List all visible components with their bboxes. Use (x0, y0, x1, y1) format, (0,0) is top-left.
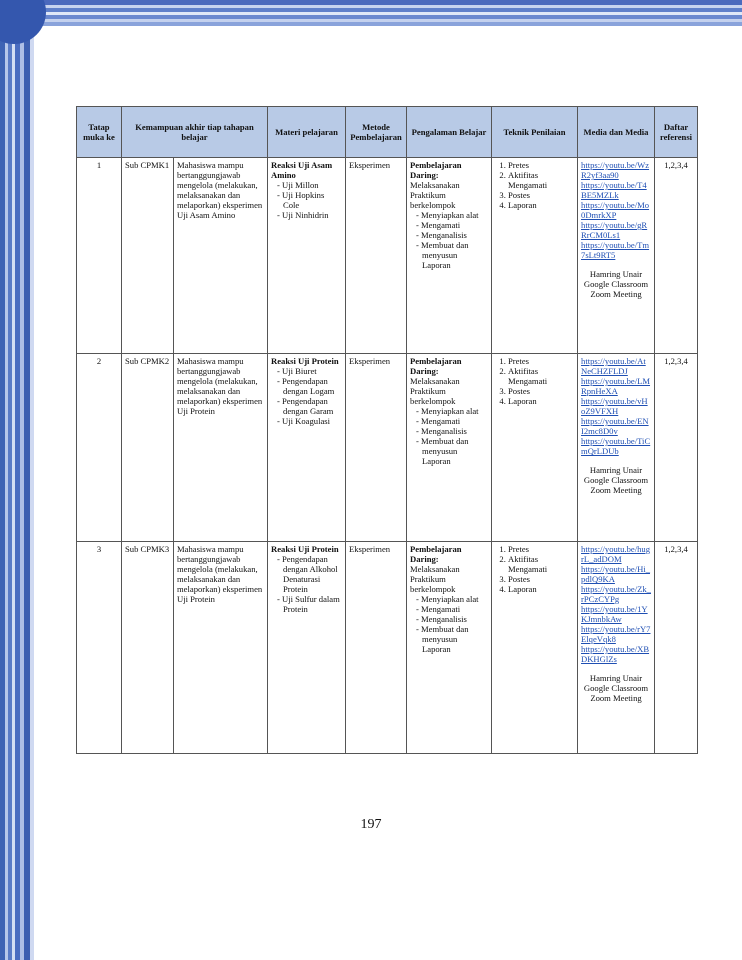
video-link[interactable]: https://youtu.be/hugrL_adDOM (581, 544, 651, 564)
list-item: 3. Postes (508, 574, 574, 584)
video-link[interactable]: https://youtu.be/XBDKHGlZs (581, 644, 650, 664)
corner-ornament (0, 0, 46, 44)
materi-cell (268, 158, 346, 354)
metode-cell (346, 542, 407, 754)
top-decorative-bar (0, 0, 742, 26)
materi-list (271, 554, 342, 614)
pengalaman-title: Pembelajaran Daring: (410, 544, 462, 564)
table-row (77, 354, 698, 542)
list-item: 1. Pretes (508, 544, 574, 554)
week-cell (77, 354, 122, 542)
sub-cpmk-label: Sub CPMK1 (125, 160, 170, 170)
list-item: 1. Pretes (508, 356, 574, 366)
list-item: 4. Laporan (508, 584, 574, 594)
kemampuan-text: Mahasiswa mampu bertanggungjawab mengelola (melakukan, melaksanakan dan melaporkan) eksperimen Uji Protein (177, 356, 263, 416)
list-item: - Menyiapkan alat (416, 210, 488, 220)
video-link[interactable]: https://youtu.be/ENI2mc8D0v (581, 416, 649, 436)
pengalaman-intro: Melaksanakan Praktikum berkelompok (410, 564, 460, 594)
media-cell (578, 158, 655, 354)
video-link[interactable]: https://youtu.be/vHoZ9VFXH (581, 396, 648, 416)
list-item: - Mengamati (416, 416, 488, 426)
header-referensi: Daftar referensi (655, 107, 698, 158)
materi-title: Reaksi Uji Protein (271, 356, 339, 366)
metode-cell (346, 158, 407, 354)
week-number: 2 (96, 356, 102, 366)
list-item: - Mengamati (416, 220, 488, 230)
list-item: - Uji Biuret (277, 366, 342, 376)
list-item: 2. Aktifitas Mengamati (508, 366, 574, 386)
week-number: 3 (96, 544, 102, 554)
media-links (581, 356, 651, 456)
video-link[interactable]: https://youtu.be/gRRrCM0Ls1 (581, 220, 648, 240)
referensi-cell (655, 158, 698, 354)
list-item: - Uji Koagulasi (277, 416, 342, 426)
table-row (77, 542, 698, 754)
list-item: - Pengendapan dengan Logam (277, 376, 342, 396)
sub-cpmk-label: Sub CPMK3 (125, 544, 170, 554)
materi-cell (268, 354, 346, 542)
video-link[interactable]: https://youtu.be/AtNeCHZFLDJ (581, 356, 646, 376)
materi-list (271, 366, 342, 426)
header-teknik: Teknik Penilaian (492, 107, 578, 158)
list-item: - Membuat dan menyusun Laporan (416, 624, 488, 654)
list-item: - Membuat dan menyusun Laporan (416, 240, 488, 270)
list-item: - Pengendapan dengan Alkohol Denaturasi Protein (277, 554, 342, 594)
media-cell (578, 354, 655, 542)
pengalaman-cell (407, 542, 492, 754)
header-week: Tatap muka ke (77, 107, 122, 158)
pengalaman-cell (407, 158, 492, 354)
sub-cpmk-cell (122, 158, 174, 354)
header-media: Media dan Media (578, 107, 655, 158)
list-item: - Membuat dan menyusun Laporan (416, 436, 488, 466)
pengalaman-intro: Melaksanakan Praktikum berkelompok (410, 180, 460, 210)
list-item: - Menyiapkan alat (416, 594, 488, 604)
pengalaman-list (410, 594, 488, 654)
video-link[interactable]: https://youtu.be/T4BE5MZLk (581, 180, 647, 200)
header-materi: Materi pelajaran (268, 107, 346, 158)
kemampuan-cell (174, 354, 268, 542)
list-item: - Mengamati (416, 604, 488, 614)
pengalaman-title: Pembelajaran Daring: (410, 356, 462, 376)
table-body (77, 158, 698, 754)
list-item: 3. Postes (508, 190, 574, 200)
metode-text: Eksperimen (349, 356, 391, 366)
video-link[interactable]: https://youtu.be/Tm7sLt9RT5 (581, 240, 650, 260)
rps-table-container (76, 106, 697, 754)
media-links (581, 160, 651, 260)
video-link[interactable]: https://youtu.be/WzR2yf3aa90 (581, 160, 650, 180)
teknik-cell (492, 354, 578, 542)
materi-title: Reaksi Uji Protein (271, 544, 339, 554)
list-item: - Menyiapkan alat (416, 406, 488, 416)
list-item: 2. Aktifitas Mengamati (508, 170, 574, 190)
header-pengalaman: Pengalaman Belajar (407, 107, 492, 158)
kemampuan-cell (174, 542, 268, 754)
teknik-list (495, 356, 574, 406)
sub-cpmk-cell (122, 542, 174, 754)
list-item: 1. Pretes (508, 160, 574, 170)
media-cell (578, 542, 655, 754)
materi-cell (268, 542, 346, 754)
list-item: 2. Aktifitas Mengamati (508, 554, 574, 574)
metode-text: Eksperimen (349, 544, 391, 554)
list-item: - Uji Millon (277, 180, 342, 190)
materi-title: Reaksi Uji Asam Amino (271, 160, 333, 180)
video-link[interactable]: https://youtu.be/Zk_rPCzCYPg (581, 584, 651, 604)
list-item: 4. Laporan (508, 396, 574, 406)
page-number: 197 (360, 817, 382, 832)
table-row (77, 158, 698, 354)
video-link[interactable]: https://youtu.be/Hi_pdlQ9KA (581, 564, 651, 584)
media-note: Hamring Unair Google Classroom Zoom Meeting (583, 269, 649, 299)
materi-list (271, 180, 342, 220)
list-item: - Menganalisis (416, 426, 488, 436)
week-number: 1 (96, 160, 102, 170)
pengalaman-title: Pembelajaran Daring: (410, 160, 462, 180)
teknik-cell (492, 158, 578, 354)
pengalaman-list (410, 210, 488, 270)
video-link[interactable]: https://youtu.be/TiCmQrLDUb (581, 436, 651, 456)
referensi-cell (655, 542, 698, 754)
week-cell (77, 542, 122, 754)
teknik-cell (492, 542, 578, 754)
metode-cell (346, 354, 407, 542)
kemampuan-text: Mahasiswa mampu bertanggungjawab mengelola (melakukan, melaksanakan dan melaporkan) eksperimen Uji Protein (177, 544, 263, 604)
week-cell (77, 158, 122, 354)
list-item: - Menganalisis (416, 230, 488, 240)
rps-table (76, 106, 698, 754)
kemampuan-cell (174, 158, 268, 354)
pengalaman-intro: Melaksanakan Praktikum berkelompok (410, 376, 460, 406)
list-item: 3. Postes (508, 386, 574, 396)
sub-cpmk-label: Sub CPMK2 (125, 356, 170, 366)
list-item: - Uji Ninhidrin (277, 210, 342, 220)
referensi-text: 1,2,3,4 (664, 544, 688, 554)
header-metode: Metode Pembelajaran (346, 107, 407, 158)
list-item: - Uji Sulfur dalam Protein (277, 594, 342, 614)
teknik-list (495, 160, 574, 210)
video-link[interactable]: https://youtu.be/Mo0DmrkXP (581, 200, 650, 220)
left-decorative-bar (0, 0, 34, 960)
media-note: Hamring Unair Google Classroom Zoom Meeting (583, 673, 649, 703)
list-item: - Pengendapan dengan Garam (277, 396, 342, 416)
teknik-list (495, 544, 574, 594)
video-link[interactable]: https://youtu.be/LMRpnHeXA (581, 376, 651, 396)
kemampuan-text: Mahasiswa mampu bertanggungjawab mengelola (melakukan, melaksanakan dan melaporkan) eksperimen Uji Asam Amino (177, 160, 263, 220)
metode-text: Eksperimen (349, 160, 391, 170)
referensi-cell (655, 354, 698, 542)
referensi-text: 1,2,3,4 (664, 356, 688, 366)
list-item: - Uji Hopkins Cole (277, 190, 342, 210)
video-link[interactable]: https://youtu.be/rY7ElqeVqk8 (581, 624, 651, 644)
pengalaman-cell (407, 354, 492, 542)
sub-cpmk-cell (122, 354, 174, 542)
list-item: 4. Laporan (508, 200, 574, 210)
pengalaman-list (410, 406, 488, 466)
list-item: - Menganalisis (416, 614, 488, 624)
video-link[interactable]: https://youtu.be/1YKJmnbkAw (581, 604, 648, 624)
header-cpmk: Kemampuan akhir tiap tahapan belajar (122, 107, 268, 158)
media-note: Hamring Unair Google Classroom Zoom Meeting (583, 465, 649, 495)
referensi-text: 1,2,3,4 (664, 160, 688, 170)
media-links (581, 544, 651, 664)
table-header-row (77, 107, 698, 158)
